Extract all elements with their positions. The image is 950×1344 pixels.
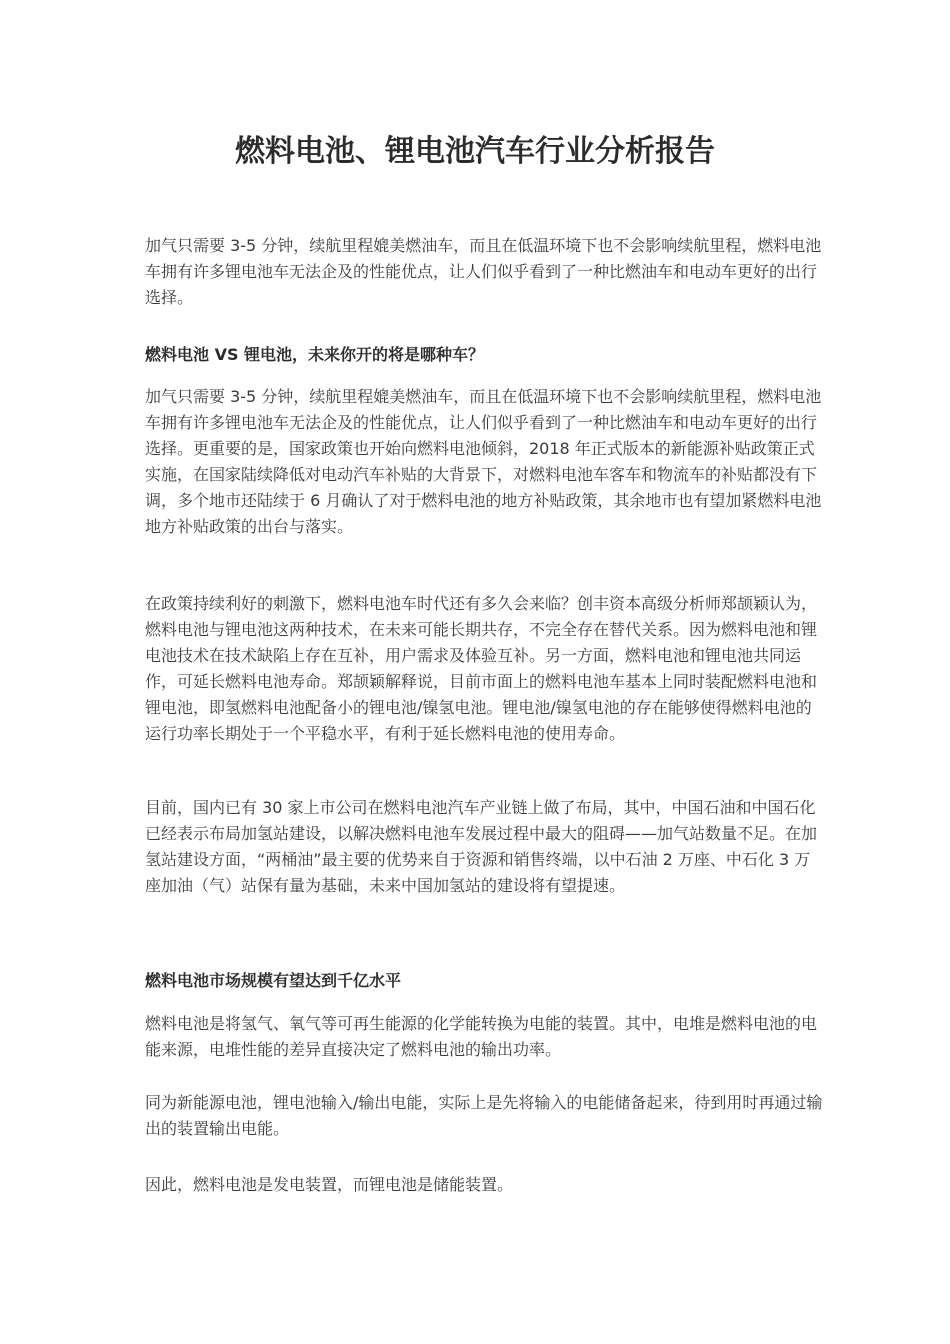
intro-paragraph: 加气只需要 3-5 分钟，续航里程媲美燃油车，而且在低温环境下也不会影响续航里程，燃料电池车拥有许多锂电池车无法企及的性能优点，让人们似乎看到了一种比燃油车和电动车更好的出行选择。 (145, 236, 822, 307)
section-heading-fuel-cell-vs-lithium: 燃料电池 VS 锂电池，未来你开的将是哪种车？ (145, 345, 485, 364)
section2-paragraph-3: 因此，燃料电池是发电装置，而锂电池是储能装置。 (145, 1175, 514, 1194)
section-heading-market-scale: 燃料电池市场规模有望达到千亿水平 (145, 971, 402, 990)
document-title: 燃料电池、锂电池汽车行业分析报告 (235, 134, 715, 169)
section1-paragraph-2: 在政策持续利好的刺激下，燃料电池车时代还有多久会来临？创丰资本高级分析师郑颉颖认为，燃料电池与锂电池这两种技术，在未来可能长期共存，不完全存在替代关系。因为燃料电池和锂电池技术在技术缺陷上存在互补，用户需求及体验互补。另一方面，燃料电池和锂电池共同运作，可延长燃料电池寿命。郑颉颖解释说，目前市面上的燃料电池车基本上同时装配燃料电池和锂电池，即氢燃料电池配备小的锂电池/镍氢电池。锂电池/镍氢电池的存在能够使得燃料电池的运行功率长期处于一个平稳水平，有利于延长燃料电池的使用寿命。 (145, 594, 818, 743)
section1-paragraph-3: 目前，国内已有 30 家上市公司在燃料电池汽车产业链上做了布局，其中，中国石油和中国石化已经表示布局加氢站建设，以解决燃料电池车发展过程中最大的阻碍——加气站数量不足。在加氢站建设方面，“两桶油”最主要的优势来自于资源和销售终端，以中石油 2 万座、中石化 3 万座加油（气）站保有量为基础，未来中国加氢站的建设将有望提速。 (145, 798, 818, 895)
section2-paragraph-1: 燃料电池是将氢气、氧气等可再生能源的化学能转换为电能的装置。其中，电堆是燃料电池的电能来源，电堆性能的差异直接决定了燃料电池的输出功率。 (145, 1014, 818, 1059)
section1-paragraph-1: 加气只需要 3-5 分钟，续航里程媲美燃油车，而且在低温环境下也不会影响续航里程，燃料电池车拥有许多锂电池车无法企及的性能优点，让人们似乎看到了一种比燃油车和电动车更好的出行选择。更重要的是，国家政策也开始向燃料电池倾斜，2018 年正式版本的新能源补贴政策正式实施，在国家陆续降低对电动汽车补贴的大背景下，对燃料电池车客车和物流车的补贴都没有下调，多个地市还陆续于 6 月确认了对于燃料电池的地方补贴政策，其余地市也有望加紧燃料电池地方补贴政策的出台与落实。 (145, 387, 822, 536)
section2-paragraph-2: 同为新能源电池，锂电池输入/输出电能，实际上是先将输入的电能储备起来，待到用时再通过输出的装置输出电能。 (145, 1093, 823, 1138)
